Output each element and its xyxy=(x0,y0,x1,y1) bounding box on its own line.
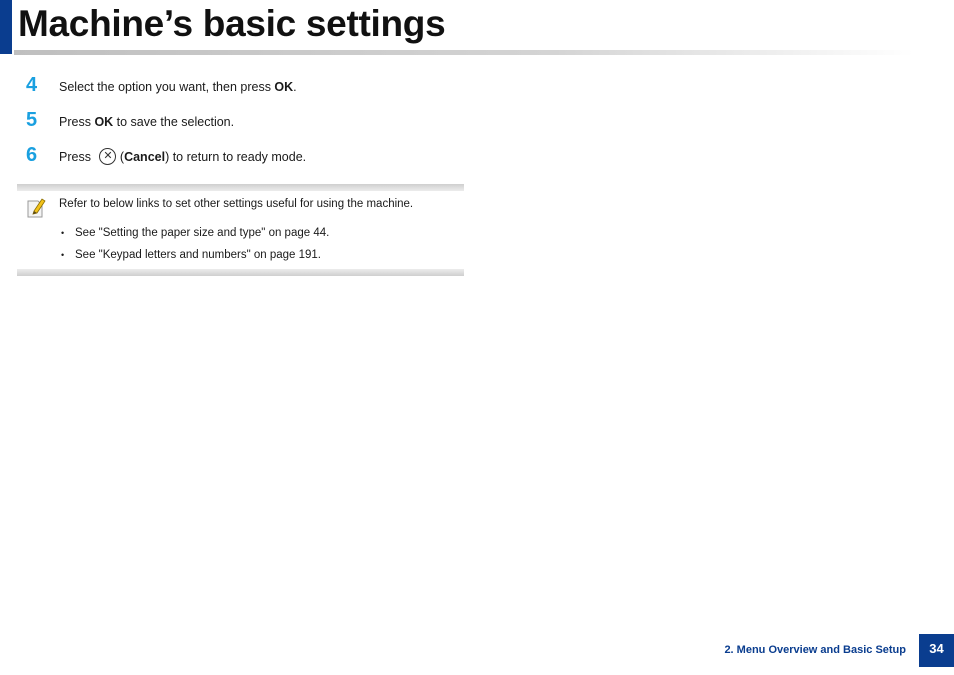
step-text-part: Press xyxy=(59,115,95,129)
step-text-part: . xyxy=(293,80,297,94)
note-lead-text: Refer to below links to set other settings useful for using the machine. xyxy=(59,198,414,210)
step-text xyxy=(59,79,297,95)
step-text-part: ) to return to ready mode. xyxy=(165,150,307,164)
title-divider xyxy=(14,50,914,55)
note-bottom-border xyxy=(17,269,464,276)
step-text-part: ( xyxy=(116,150,125,164)
note-link-keypad[interactable]: • See "Keypad letters and numbers" on page 191. xyxy=(59,244,329,266)
step-number: 4 xyxy=(26,74,38,96)
note-link-list xyxy=(59,222,329,266)
step-number: 6 xyxy=(26,144,38,166)
ok-key-label: OK xyxy=(94,115,114,129)
note-top-border xyxy=(17,184,464,191)
page-number: 34 xyxy=(919,634,954,667)
note-pencil-icon xyxy=(26,197,46,219)
step-text-part: Press xyxy=(59,150,95,164)
ok-key-label: OK xyxy=(274,80,294,94)
title-accent-bar xyxy=(0,0,12,54)
note-box xyxy=(17,184,464,276)
cancel-key-label: Cancel xyxy=(124,150,166,164)
step-text-part: to save the selection. xyxy=(113,115,235,129)
page-title: Machine’s basic settings xyxy=(18,3,446,44)
note-link-paper-size[interactable]: • See "Setting the paper size and type" on page 44. xyxy=(59,222,329,244)
cancel-icon: ✕ xyxy=(99,148,116,165)
step-text xyxy=(59,149,306,166)
footer-section-label: 2. Menu Overview and Basic Setup xyxy=(724,644,906,656)
step-number: 5 xyxy=(26,109,38,131)
step-text-part: Select the option you want, then press xyxy=(59,80,275,94)
step-text xyxy=(59,114,234,130)
